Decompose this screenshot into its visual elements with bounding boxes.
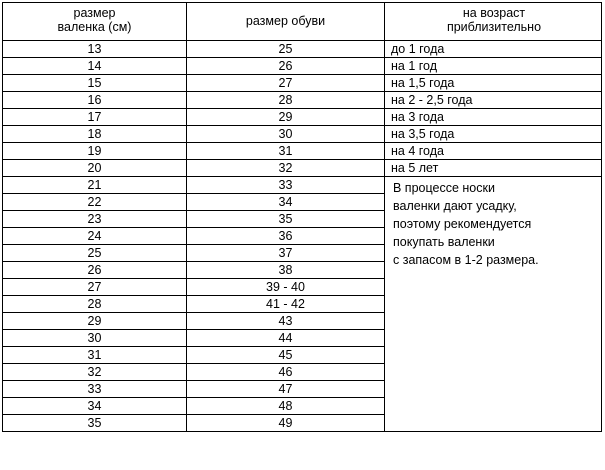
header-age	[385, 3, 602, 41]
shoe-size-cell: 26	[187, 58, 385, 75]
shoe-size-cell: 46	[187, 364, 385, 381]
shoe-size-cell: 41 - 42	[187, 296, 385, 313]
shoe-size-cell: 31	[187, 143, 385, 160]
header-shoe-size-text: размер обуви	[245, 14, 326, 28]
felt-boot-size-cell: 24	[3, 228, 187, 245]
shoe-size-cell: 43	[187, 313, 385, 330]
shoe-size-cell: 32	[187, 160, 385, 177]
shoe-size-cell: 44	[187, 330, 385, 347]
age-cell: на 2 - 2,5 года	[385, 92, 602, 109]
header-felt-boot-size-line: размер	[73, 6, 116, 20]
felt-boot-size-cell: 32	[3, 364, 187, 381]
felt-boot-size-cell: 21	[3, 177, 187, 194]
table-row	[3, 126, 602, 143]
felt-boot-size-cell: 30	[3, 330, 187, 347]
felt-boot-size-cell: 35	[3, 415, 187, 432]
size-chart-table	[2, 2, 602, 432]
felt-boot-size-cell: 25	[3, 245, 187, 262]
shoe-size-cell: 39 - 40	[187, 279, 385, 296]
felt-boot-size-cell: 33	[3, 381, 187, 398]
felt-boot-size-cell: 28	[3, 296, 187, 313]
table-row	[3, 109, 602, 126]
note-line: с запасом в 1-2 размера.	[393, 253, 539, 267]
felt-boot-size-cell: 14	[3, 58, 187, 75]
age-cell: на 1 год	[385, 58, 602, 75]
age-cell: на 3 года	[385, 109, 602, 126]
felt-boot-size-cell: 26	[3, 262, 187, 279]
table-row	[3, 160, 602, 177]
table-row	[3, 41, 602, 58]
felt-boot-size-cell: 20	[3, 160, 187, 177]
age-cell: на 3,5 года	[385, 126, 602, 143]
felt-boot-size-cell: 31	[3, 347, 187, 364]
felt-boot-size-cell: 23	[3, 211, 187, 228]
felt-boot-size-cell: 17	[3, 109, 187, 126]
shoe-size-cell: 25	[187, 41, 385, 58]
felt-boot-size-cell: 34	[3, 398, 187, 415]
shoe-size-cell: 34	[187, 194, 385, 211]
felt-boot-size-cell: 22	[3, 194, 187, 211]
shoe-size-cell: 45	[187, 347, 385, 364]
note-line: покупать валенки	[393, 235, 495, 249]
header-felt-boot-size	[3, 3, 187, 41]
table-row	[3, 58, 602, 75]
shoe-size-cell: 37	[187, 245, 385, 262]
felt-boot-size-cell: 16	[3, 92, 187, 109]
header-shoe-size	[187, 3, 385, 41]
header-age-line: на возраст	[462, 6, 526, 20]
felt-boot-size-cell: 29	[3, 313, 187, 330]
table-row	[3, 177, 602, 194]
age-cell: на 1,5 года	[385, 75, 602, 92]
shoe-size-cell: 27	[187, 75, 385, 92]
note-line: поэтому рекомендуется	[393, 217, 532, 231]
shoe-size-cell: 28	[187, 92, 385, 109]
shoe-size-cell: 35	[187, 211, 385, 228]
age-cell: до 1 года	[385, 41, 602, 58]
header-age-line: приблизительно	[446, 20, 542, 34]
shoe-size-cell: 47	[187, 381, 385, 398]
table-row	[3, 92, 602, 109]
felt-boot-size-cell: 19	[3, 143, 187, 160]
felt-boot-size-cell: 15	[3, 75, 187, 92]
shoe-size-cell: 38	[187, 262, 385, 279]
shoe-size-cell: 33	[187, 177, 385, 194]
table-row	[3, 143, 602, 160]
shoe-size-cell: 30	[187, 126, 385, 143]
shoe-size-cell: 49	[187, 415, 385, 432]
age-cell: на 5 лет	[385, 160, 602, 177]
header-row	[3, 3, 602, 41]
shoe-size-cell: 29	[187, 109, 385, 126]
note-line: валенки дают усадку,	[393, 199, 517, 213]
felt-boot-size-cell: 18	[3, 126, 187, 143]
note-line: В процессе носки	[393, 181, 495, 195]
shoe-size-cell: 48	[187, 398, 385, 415]
age-cell: на 4 года	[385, 143, 602, 160]
header-felt-boot-size-line: валенка (см)	[57, 20, 132, 34]
shoe-size-cell: 36	[187, 228, 385, 245]
felt-boot-size-cell: 13	[3, 41, 187, 58]
felt-boot-size-cell: 27	[3, 279, 187, 296]
recommendation-note	[385, 177, 602, 432]
table-row	[3, 75, 602, 92]
